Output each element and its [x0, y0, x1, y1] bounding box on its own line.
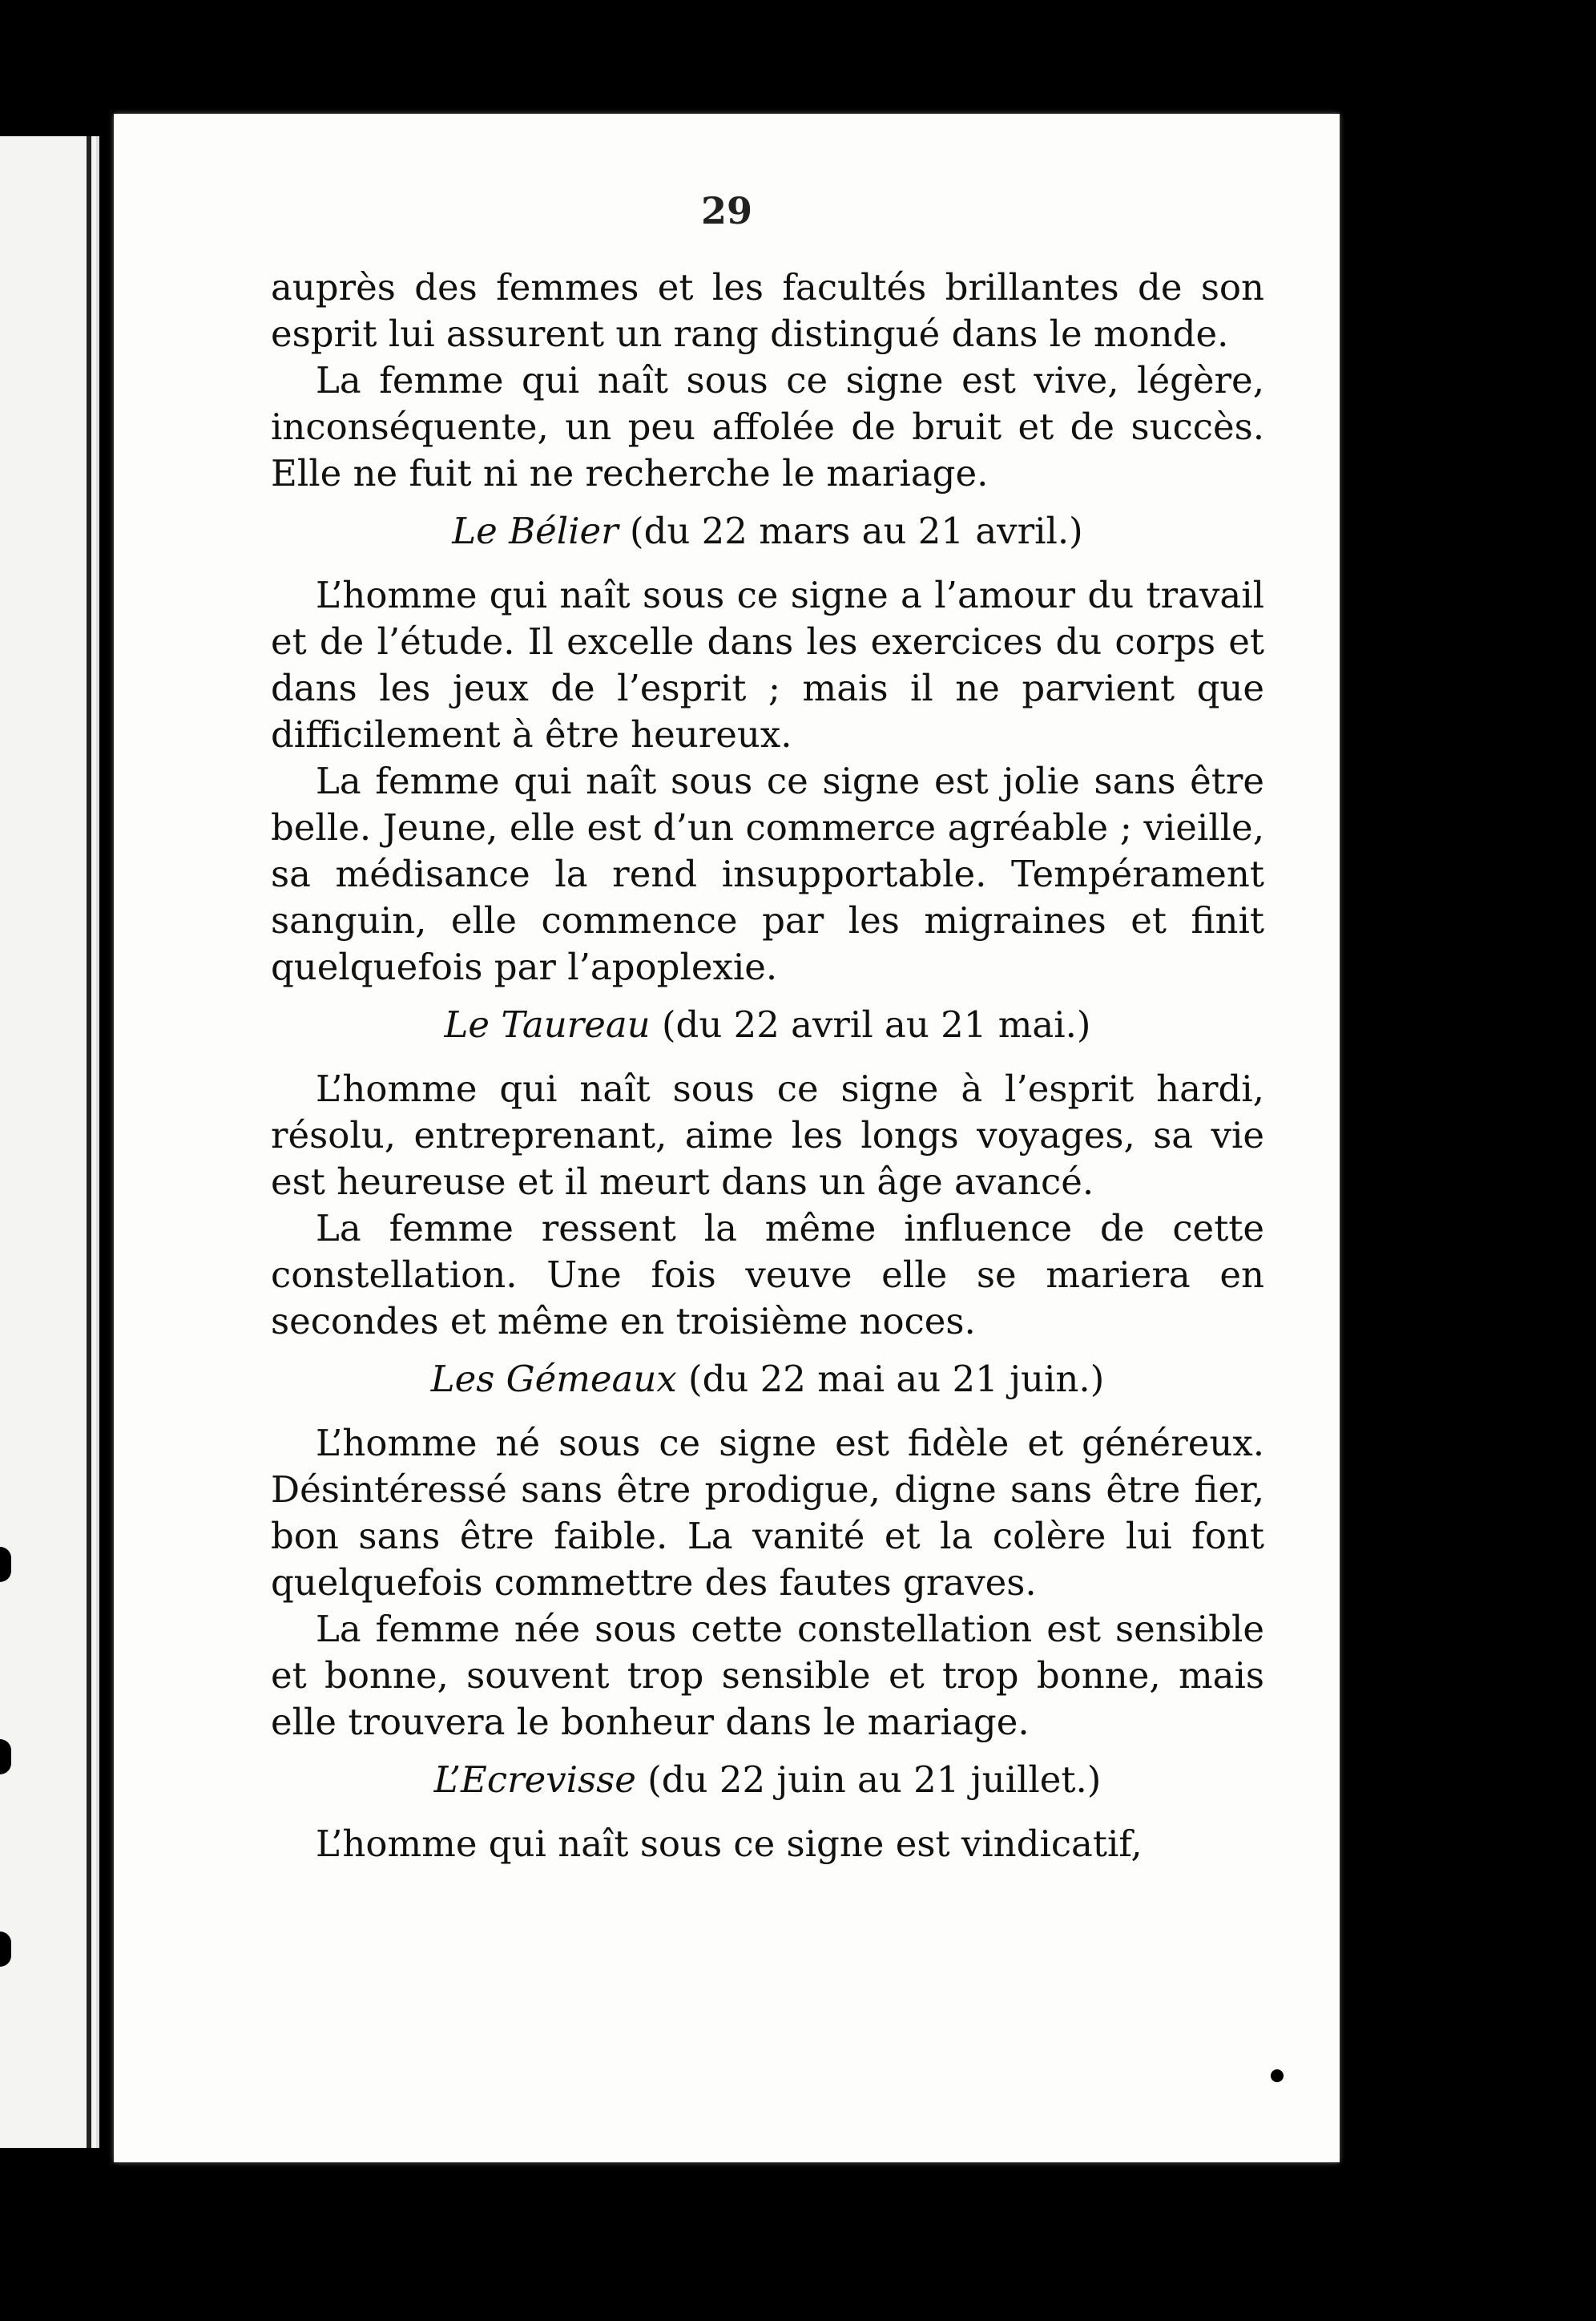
page-number: 29	[700, 189, 752, 232]
zodiac-sign-name: L’Ecrevisse	[433, 1758, 636, 1801]
section-heading	[271, 1356, 1264, 1403]
paragraph: L’homme qui naît sous ce signe a l’amour du travail et de l’étude. Il excelle dans les exercices du corps et dans les jeux de l’esprit ; mais il ne parvient que difficilement à être heureux.	[271, 574, 1264, 756]
section-heading	[271, 508, 1264, 555]
section-heading	[271, 1757, 1264, 1803]
left-page-edge	[0, 136, 99, 2148]
zodiac-dates: (du 22 mai au 21 juin.)	[688, 1358, 1105, 1400]
zodiac-dates: (du 22 avril au 21 mai.)	[661, 1003, 1091, 1046]
paragraph: L’homme qui naît sous ce signe à l’esprit hardi, résolu, entreprenant, aime les longs voyages, sa vie est heureuse et il meurt dans un âge avancé.	[271, 1068, 1264, 1203]
binding-notch	[0, 1739, 11, 1774]
book-page	[114, 114, 1340, 2162]
paragraph: L’homme né sous ce signe est fidèle et généreux. Désintéressé sans être prodigue, digne sans être fier, bon sans être faible. La vanité et la colère lui font quelquefois commettre des fautes graves.	[271, 1422, 1264, 1604]
paragraph: La femme qui naît sous ce signe est vive, légère, inconséquente, un peu affolée de bruit et de succès. Elle ne fuit ni ne recherche le mariage.	[271, 359, 1264, 494]
zodiac-sign-name: Le Bélier	[452, 510, 619, 552]
page-text	[271, 264, 1264, 1867]
zodiac-dates: (du 22 mars au 21 avril.)	[630, 510, 1083, 552]
zodiac-sign-name: Les Gémeaux	[430, 1358, 677, 1400]
paragraph: La femme née sous cette constellation est sensible et bonne, souvent trop sensible et trop bonne, mais elle trouvera le bonheur dans le mariage.	[271, 1608, 1264, 1743]
paragraph: La femme ressent la même influence de cette constellation. Une fois veuve elle se mariera en secondes et même en troisième noces.	[271, 1207, 1264, 1342]
zodiac-dates: (du 22 juin au 21 juillet.)	[647, 1758, 1102, 1801]
paragraph: L’homme qui naît sous ce signe est vindicatif,	[316, 1822, 1143, 1865]
binding-notch	[0, 1931, 11, 1967]
section-heading	[271, 1002, 1264, 1048]
ink-dot	[1271, 2069, 1284, 2082]
paragraph: auprès des femmes et les facultés brillantes de son esprit lui assurent un rang distingué dans le monde.	[271, 266, 1264, 355]
gutter-shadow	[87, 136, 91, 2148]
binding-notch	[0, 1547, 11, 1582]
zodiac-sign-name: Le Taureau	[444, 1003, 651, 1046]
paragraph: La femme qui naît sous ce signe est jolie sans être belle. Jeune, elle est d’un commerce agréable ; vieille, sa médisance la rend insupportable. Tempérament sanguin, elle commence par les migraines et finit quelquefois par l’apoplexie.	[271, 760, 1264, 988]
